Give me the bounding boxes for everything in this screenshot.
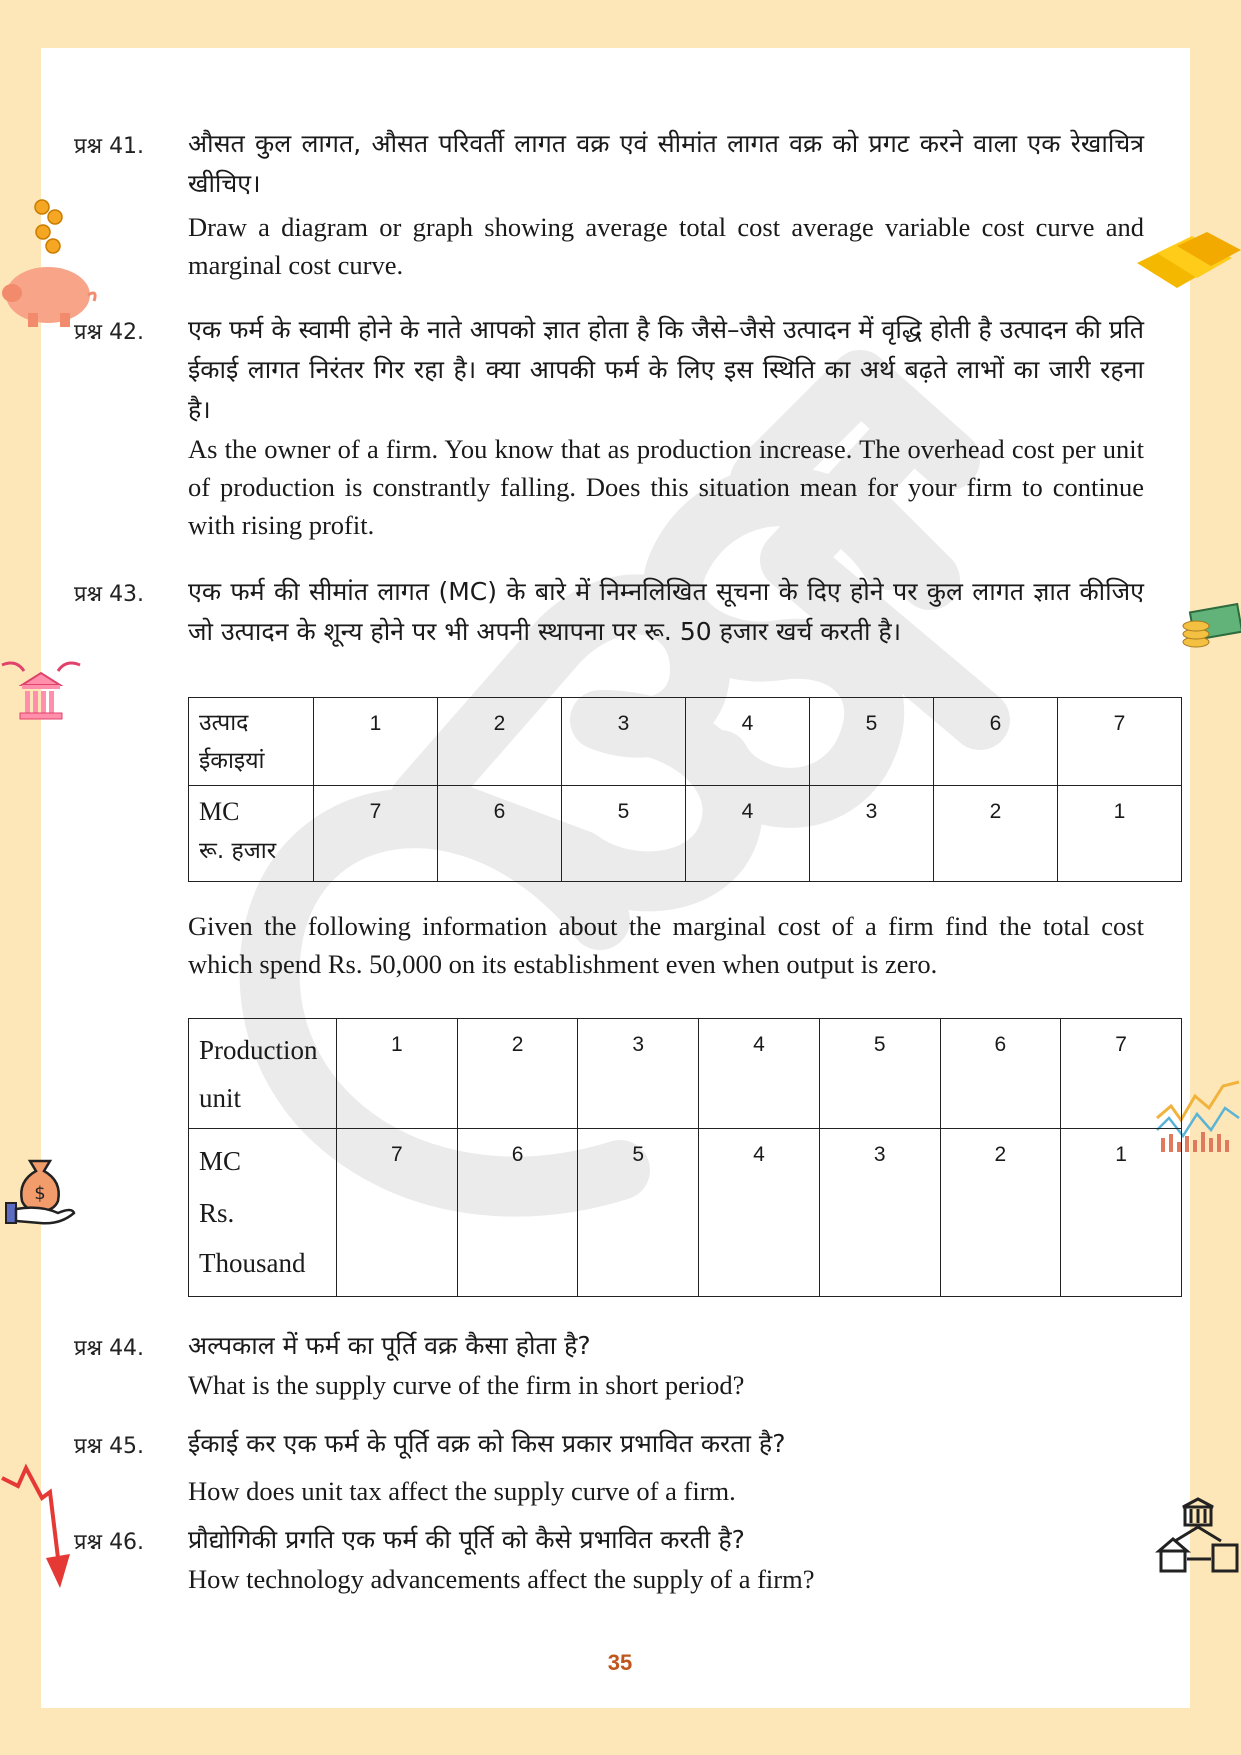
table-row-label: Production unit: [189, 1019, 337, 1129]
falling-arrow-icon: [0, 1458, 72, 1594]
question-text-english: As the owner of a firm. You know that as production increase. The overhead cost per unit of production is constrantly falling. Does this situation mean for your firm to continue with rising profit.: [188, 434, 1144, 540]
table-cell: 6: [438, 786, 562, 882]
buildings-network-icon: [1155, 1495, 1241, 1573]
table-cell: 2: [438, 698, 562, 786]
money-stack-icon: [1180, 600, 1241, 655]
table-cell: 7: [1061, 1019, 1182, 1129]
mc-table-english: [188, 1018, 1182, 1297]
table-cell: 7: [337, 1129, 458, 1297]
bank-icon: [0, 655, 82, 727]
svg-text:$: $: [34, 1183, 46, 1204]
question-43-english: Given the following information about the marginal cost of a firm find the total cost which spend Rs. 50,000 on its establishment even when output is zero.: [188, 911, 1144, 979]
question-text-english: Draw a diagram or graph showing average total cost average variable cost curve and marginal cost curve.: [188, 212, 1144, 280]
question-text-hindi: एक फर्म की सीमांत लागत (MC) के बारे में निम्नलिखित सूचना के दिए होने पर कुल लागत ज्ञात कीजिए जो उत्पादन के शून्य होने पर भी अपनी स्थापना पर रू. 50 हजार खर्च करती है।: [188, 577, 1144, 646]
table-cell: 1: [1058, 786, 1182, 882]
question-number: प्रश्न 42.: [74, 320, 145, 345]
table-cell: 3: [578, 1019, 699, 1129]
table-cell: 2: [934, 786, 1058, 882]
question-text-hindi: अल्पकाल में फर्म का पूर्ति वक्र कैसा होता है?: [188, 1331, 591, 1360]
question-text-hindi: प्रौद्योगिकी प्रगति एक फर्म की पूर्ति को कैसे प्रभावित करती है?: [188, 1525, 745, 1554]
table-row-label: MC रू. हजार: [189, 786, 314, 882]
table-cell: 4: [699, 1129, 820, 1297]
table-cell: 4: [686, 698, 810, 786]
table-cell: 6: [934, 698, 1058, 786]
question-number: प्रश्न 46.: [74, 1530, 145, 1555]
table-cell: 7: [1058, 698, 1182, 786]
table-cell: 1: [314, 698, 438, 786]
table-cell: 3: [810, 786, 934, 882]
question-text-english: How does unit tax affect the supply curve of a firm.: [188, 1476, 736, 1506]
money-bag-hand-icon: [0, 1155, 76, 1225]
table-cell: 3: [819, 1129, 940, 1297]
page-number: 35: [607, 1650, 633, 1675]
question-text-hindi: ईकाई कर एक फर्म के पूर्ति वक्र को किस प्रकार प्रभावित करता है?: [188, 1429, 786, 1458]
table-cell: 5: [810, 698, 934, 786]
table-cell: 1: [337, 1019, 458, 1129]
table-cell: 2: [940, 1129, 1061, 1297]
table-row-label: उत्पाद ईकाइयां: [189, 698, 314, 786]
question-number: प्रश्न 41.: [74, 134, 145, 159]
table-cell: 4: [699, 1019, 820, 1129]
question-text-english: What is the supply curve of the firm in short period?: [188, 1370, 745, 1400]
question-text-english: How technology advancements affect the supply of a firm?: [188, 1564, 815, 1594]
question-number: प्रश्न 45.: [74, 1434, 145, 1459]
table-cell: 4: [686, 786, 810, 882]
mc-table-hindi: [188, 697, 1182, 882]
table-cell: 6: [457, 1129, 578, 1297]
table-cell: 6: [940, 1019, 1061, 1129]
table-cell: 5: [819, 1019, 940, 1129]
table-cell: 1: [1061, 1129, 1182, 1297]
table-cell: 2: [457, 1019, 578, 1129]
table-cell: 5: [578, 1129, 699, 1297]
question-number: प्रश्न 43.: [74, 582, 145, 607]
question-number: प्रश्न 44.: [74, 1336, 145, 1361]
gold-bars-icon: [1137, 228, 1241, 296]
table-cell: 7: [314, 786, 438, 882]
table-row-label: MC Rs. Thousand: [189, 1129, 337, 1297]
question-text-hindi: औसत कुल लागत, औसत परिवर्ती लागत वक्र एवं सीमांत लागत वक्र को प्रगट करने वाला एक रेखाचित्र खीचिए।: [188, 129, 1144, 198]
question-text-hindi: एक फर्म के स्वामी होने के नाते आपको ज्ञात होता है कि जैसे–जैसे उत्पादन में वृद्धि होती है उत्पादन की प्रति ईकाई लागत निरंतर गिर रहा है। क्या आपकी फर्म के लिए इस स्थिति का अर्थ बढ़ते लाभों का जारी रहना है।: [188, 315, 1144, 424]
piggy-bank-icon: [0, 195, 100, 330]
table-cell: 5: [562, 786, 686, 882]
table-cell: 3: [562, 698, 686, 786]
